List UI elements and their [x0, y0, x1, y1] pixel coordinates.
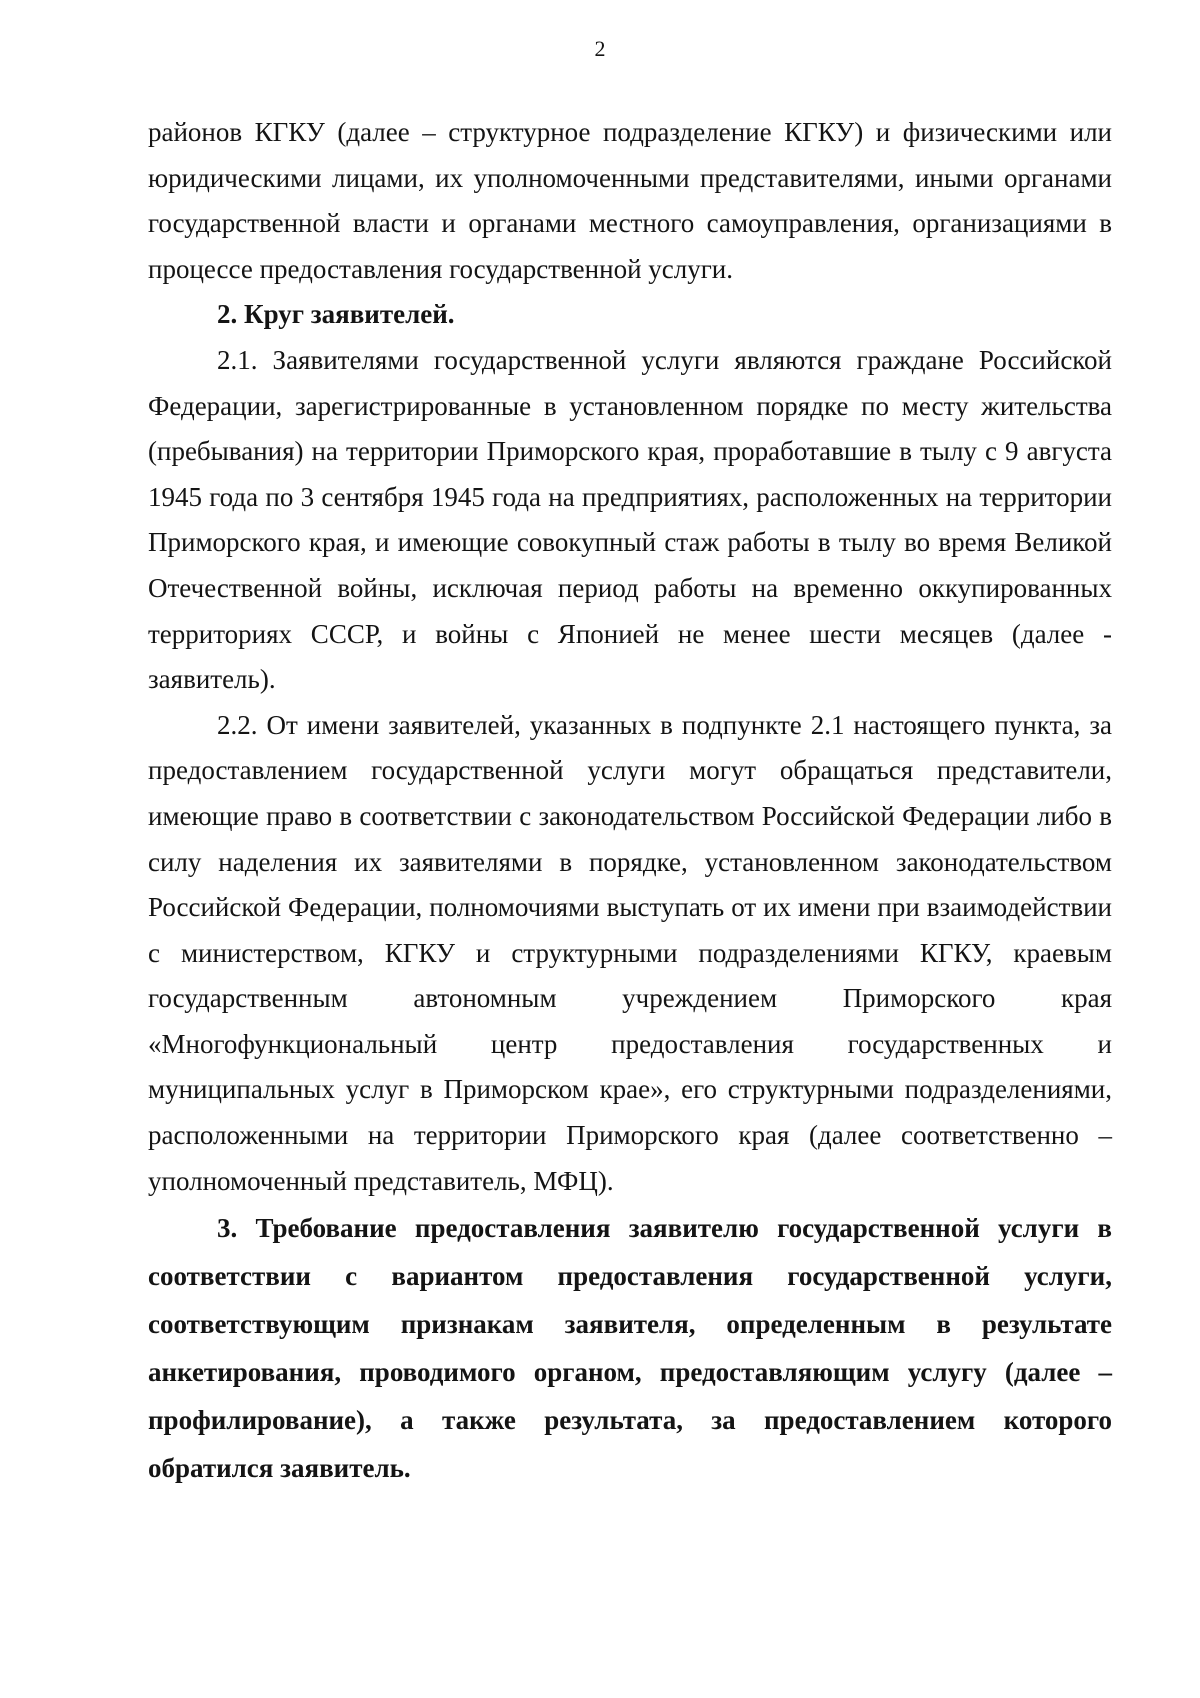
section-heading-3: 3. Требование предоставления заявителю государственной услуги в соответствии с вариантом предоставления государственной услуги, соответствующим признакам заявителя, определенным в результате анкетирования, проводимого органом, предоставляющим услугу (далее – профилирование), а также результата, за предоставлением которого обратился заявитель.: [148, 1213, 1112, 1484]
paragraph-2-1: 2.1. Заявителями государственной услуги являются граждане Российской Федерации, зарегистрированные в установленном порядке по месту жительства (пребывания) на территории Приморского края, проработавшие в тылу с 9 августа 1945 года по 3 сентября 1945 года на предприятиях, расположенных на территории Приморского края, и имеющие совокупный стаж работы в тылу во время Великой Отечественной войны, исключая период работы на временно оккупированных территориях СССР, и войны с Японией не менее шести месяцев (далее - заявитель).: [148, 344, 1112, 695]
document-body: [148, 110, 1112, 1492]
paragraph-2-2: 2.2. От имени заявителей, указанных в подпункте 2.1 настоящего пункта, за предоставлением государственной услуги могут обращаться представители, имеющие право в соответствии с законодательством Российской Федерации либо в силу наделения их заявителями в порядке, установленном законодательством Российской Федерации, полномочиями выступать от их имени при взаимодействии с министерством, КГКУ и структурными подразделениями КГКУ, краевым государственным автономным учреждением Приморского края «Многофункциональный центр предоставления государственных и муниципальных услуг в Приморском крае», его структурными подразделениями, расположенными на территории Приморского края (далее соответственно – уполномоченный представитель, МФЦ).: [148, 709, 1112, 1196]
page-number: 2: [594, 36, 606, 61]
section-heading-2: 2. Круг заявителей.: [217, 299, 455, 330]
paragraph-continuation: районов КГКУ (далее – структурное подразделение КГКУ) и физическими или юридическими лицами, их уполномоченными представителями, иными органами государственной власти и органами местного самоуправления, организациями в процессе предоставления государственной услуги.: [148, 117, 1112, 284]
